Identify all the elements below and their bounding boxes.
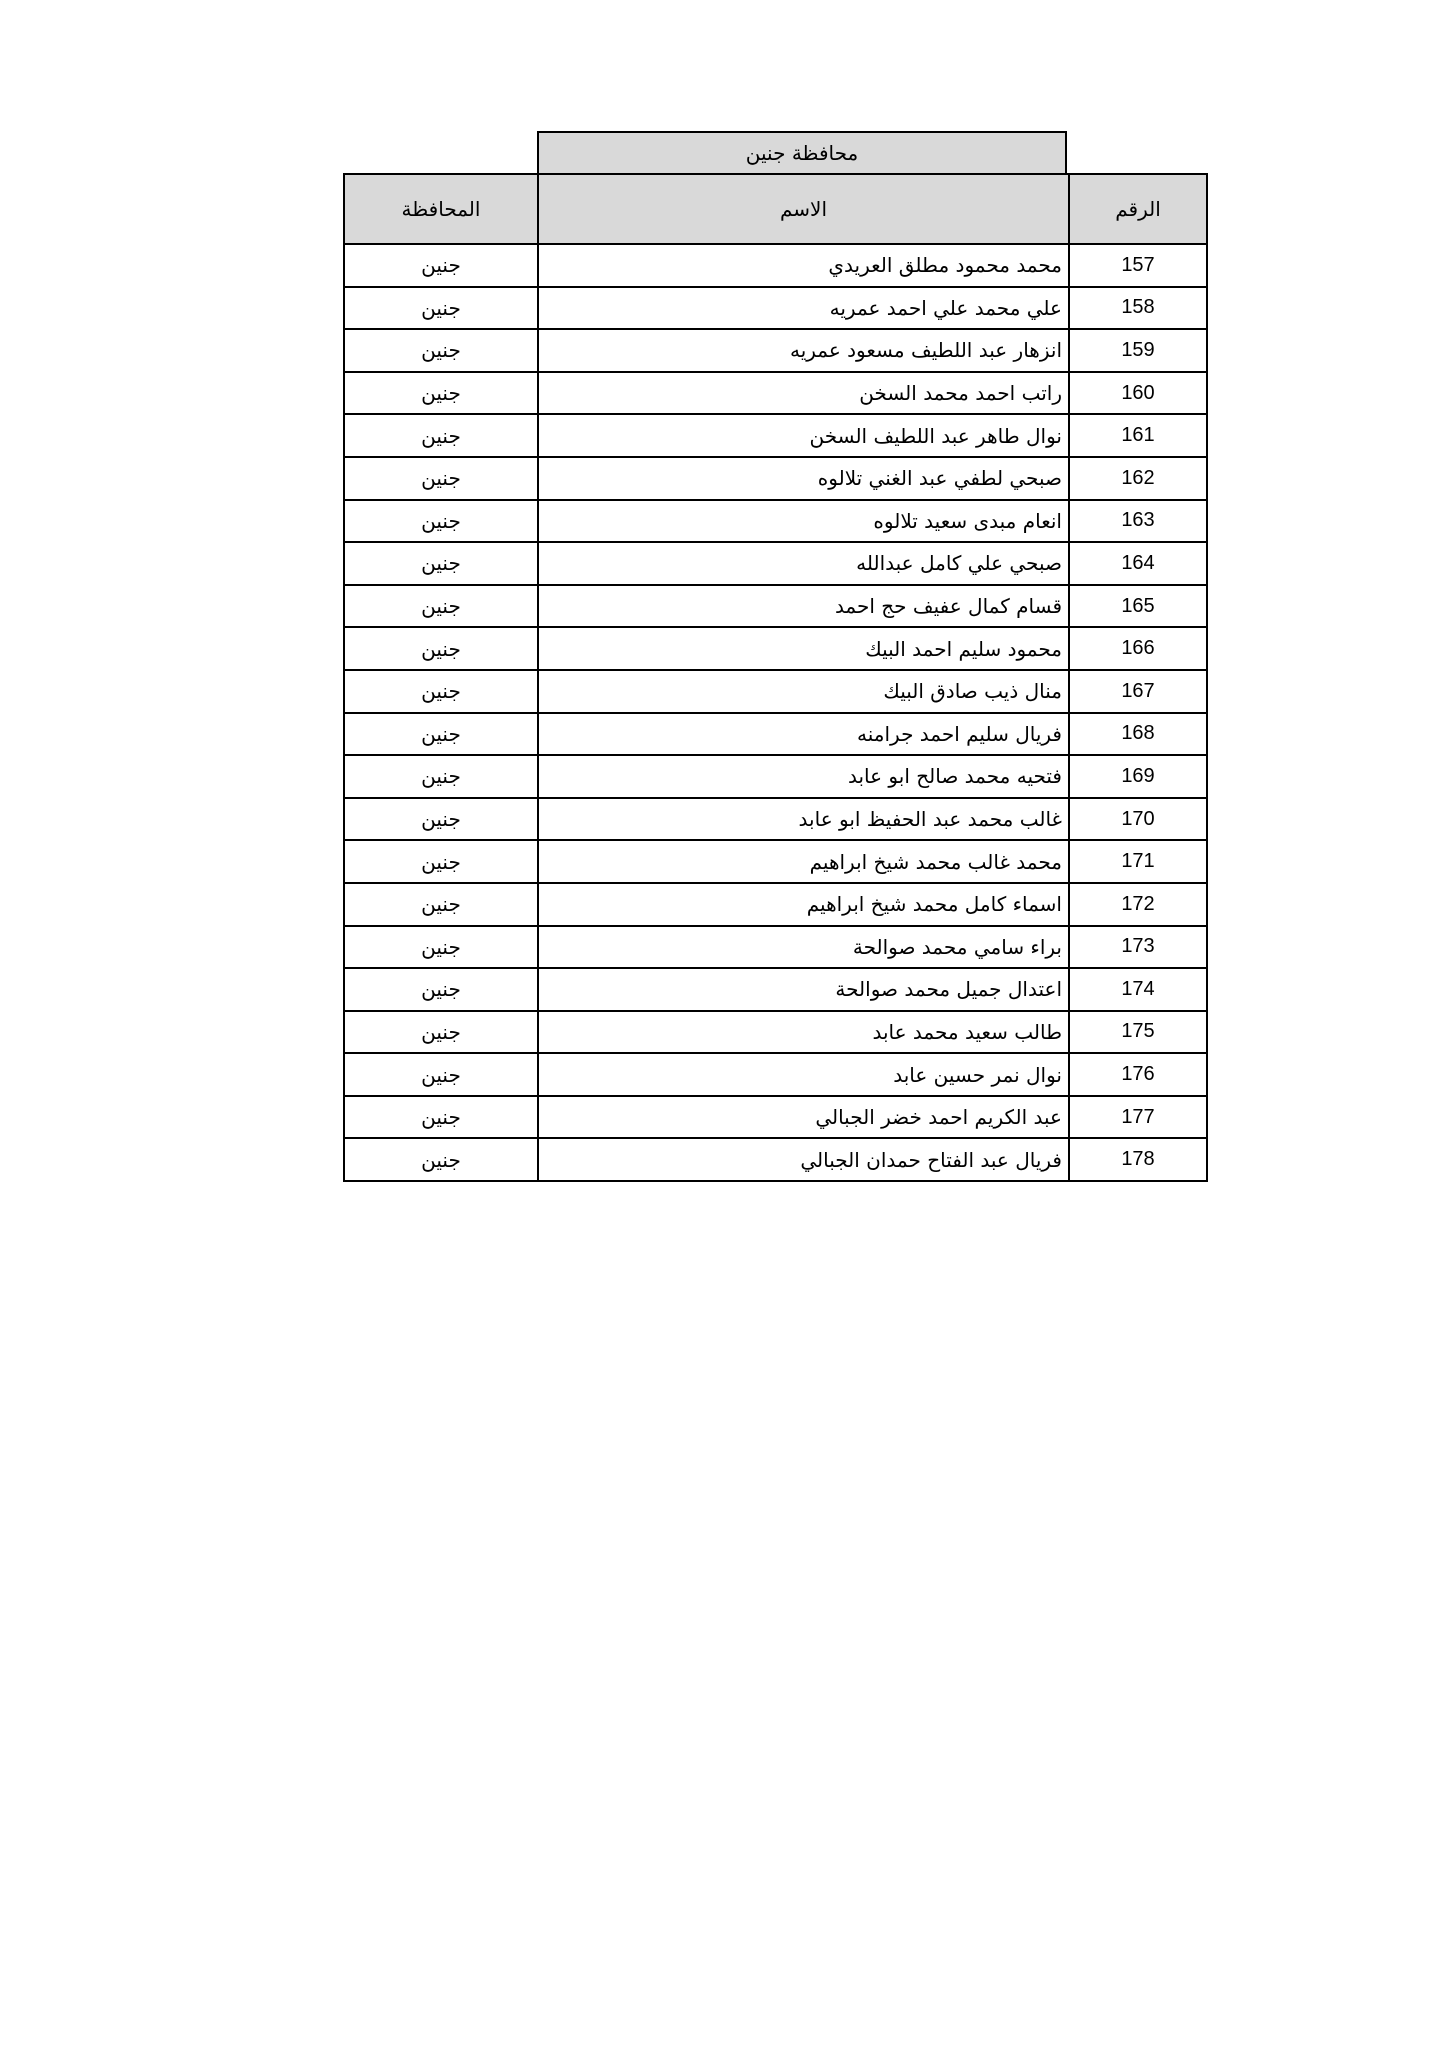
table-row	[344, 244, 1207, 287]
table-row	[344, 713, 1207, 756]
governorate-cell: جنين	[344, 372, 538, 415]
header-name: الاسم	[538, 174, 1069, 244]
name-cell: منال ذيب صادق البيك	[538, 670, 1069, 713]
name-cell: راتب احمد محمد السخن	[538, 372, 1069, 415]
table-row	[344, 585, 1207, 628]
number-cell: 170	[1069, 798, 1207, 841]
number-cell: 172	[1069, 883, 1207, 926]
name-cell: نوال طاهر عبد اللطيف السخن	[538, 414, 1069, 457]
number-cell: 177	[1069, 1096, 1207, 1139]
roster-table	[343, 173, 1208, 1182]
governorate-cell: جنين	[344, 585, 538, 628]
name-cell: غالب محمد عبد الحفيظ ابو عابد	[538, 798, 1069, 841]
header-row	[344, 174, 1207, 244]
name-cell: صبحي علي كامل عبدالله	[538, 542, 1069, 585]
table-row	[344, 372, 1207, 415]
number-cell: 163	[1069, 500, 1207, 543]
table-row	[344, 798, 1207, 841]
number-cell: 157	[1069, 244, 1207, 287]
name-cell: فتحيه محمد صالح ابو عابد	[538, 755, 1069, 798]
governorate-cell: جنين	[344, 627, 538, 670]
name-cell: اسماء كامل محمد شيخ ابراهيم	[538, 883, 1069, 926]
governorate-cell: جنين	[344, 670, 538, 713]
name-cell: انزهار عبد اللطيف مسعود عمريه	[538, 329, 1069, 372]
table-row	[344, 1138, 1207, 1181]
name-cell: صبحي لطفي عبد الغني تلالوه	[538, 457, 1069, 500]
header-number: الرقم	[1069, 174, 1207, 244]
name-cell: براء سامي محمد صوالحة	[538, 926, 1069, 969]
table-row	[344, 1053, 1207, 1096]
table-row	[344, 755, 1207, 798]
table-row	[344, 414, 1207, 457]
name-cell: طالب سعيد محمد عابد	[538, 1011, 1069, 1054]
number-cell: 165	[1069, 585, 1207, 628]
table-row	[344, 457, 1207, 500]
name-cell: علي محمد علي احمد عمريه	[538, 287, 1069, 330]
governorate-cell: جنين	[344, 287, 538, 330]
number-cell: 160	[1069, 372, 1207, 415]
governorate-cell: جنين	[344, 457, 538, 500]
governorate-cell: جنين	[344, 1138, 538, 1181]
number-cell: 168	[1069, 713, 1207, 756]
number-cell: 174	[1069, 968, 1207, 1011]
governorate-cell: جنين	[344, 1011, 538, 1054]
table-row	[344, 627, 1207, 670]
name-cell: نوال نمر حسين عابد	[538, 1053, 1069, 1096]
governorate-cell: جنين	[344, 755, 538, 798]
table-row	[344, 329, 1207, 372]
table-row	[344, 1011, 1207, 1054]
governorate-cell: جنين	[344, 1053, 538, 1096]
table-row	[344, 968, 1207, 1011]
governorate-cell: جنين	[344, 414, 538, 457]
governorate-cell: جنين	[344, 329, 538, 372]
number-cell: 162	[1069, 457, 1207, 500]
name-cell: فريال عبد الفتاح حمدان الجبالي	[538, 1138, 1069, 1181]
name-cell: محمد غالب محمد شيخ ابراهيم	[538, 840, 1069, 883]
name-cell: عبد الكريم احمد خضر الجبالي	[538, 1096, 1069, 1139]
number-cell: 159	[1069, 329, 1207, 372]
number-cell: 175	[1069, 1011, 1207, 1054]
table-row	[344, 926, 1207, 969]
roster-body	[344, 244, 1207, 1181]
governorate-cell: جنين	[344, 926, 538, 969]
number-cell: 164	[1069, 542, 1207, 585]
governorate-cell: جنين	[344, 713, 538, 756]
number-cell: 171	[1069, 840, 1207, 883]
name-cell: محمد محمود مطلق العريدي	[538, 244, 1069, 287]
number-cell: 158	[1069, 287, 1207, 330]
name-cell: قسام كمال عفيف حج احمد	[538, 585, 1069, 628]
name-cell: محمود سليم احمد البيك	[538, 627, 1069, 670]
governorate-cell: جنين	[344, 1096, 538, 1139]
name-cell: فريال سليم احمد جرامنه	[538, 713, 1069, 756]
number-cell: 166	[1069, 627, 1207, 670]
number-cell: 167	[1069, 670, 1207, 713]
table-row	[344, 542, 1207, 585]
table-row	[344, 883, 1207, 926]
header-governorate: المحافظة	[344, 174, 538, 244]
table-row	[344, 840, 1207, 883]
name-cell: اعتدال جميل محمد صوالحة	[538, 968, 1069, 1011]
table-row	[344, 670, 1207, 713]
name-cell: انعام مبدى سعيد تلالوه	[538, 500, 1069, 543]
table-title: محافظة جنين	[537, 131, 1067, 173]
table-row	[344, 1096, 1207, 1139]
table-row	[344, 500, 1207, 543]
table-row	[344, 287, 1207, 330]
governorate-cell: جنين	[344, 883, 538, 926]
number-cell: 178	[1069, 1138, 1207, 1181]
number-cell: 173	[1069, 926, 1207, 969]
governorate-cell: جنين	[344, 500, 538, 543]
governorate-cell: جنين	[344, 968, 538, 1011]
governorate-cell: جنين	[344, 798, 538, 841]
number-cell: 169	[1069, 755, 1207, 798]
governorate-cell: جنين	[344, 542, 538, 585]
number-cell: 161	[1069, 414, 1207, 457]
number-cell: 176	[1069, 1053, 1207, 1096]
governorate-cell: جنين	[344, 840, 538, 883]
governorate-cell: جنين	[344, 244, 538, 287]
